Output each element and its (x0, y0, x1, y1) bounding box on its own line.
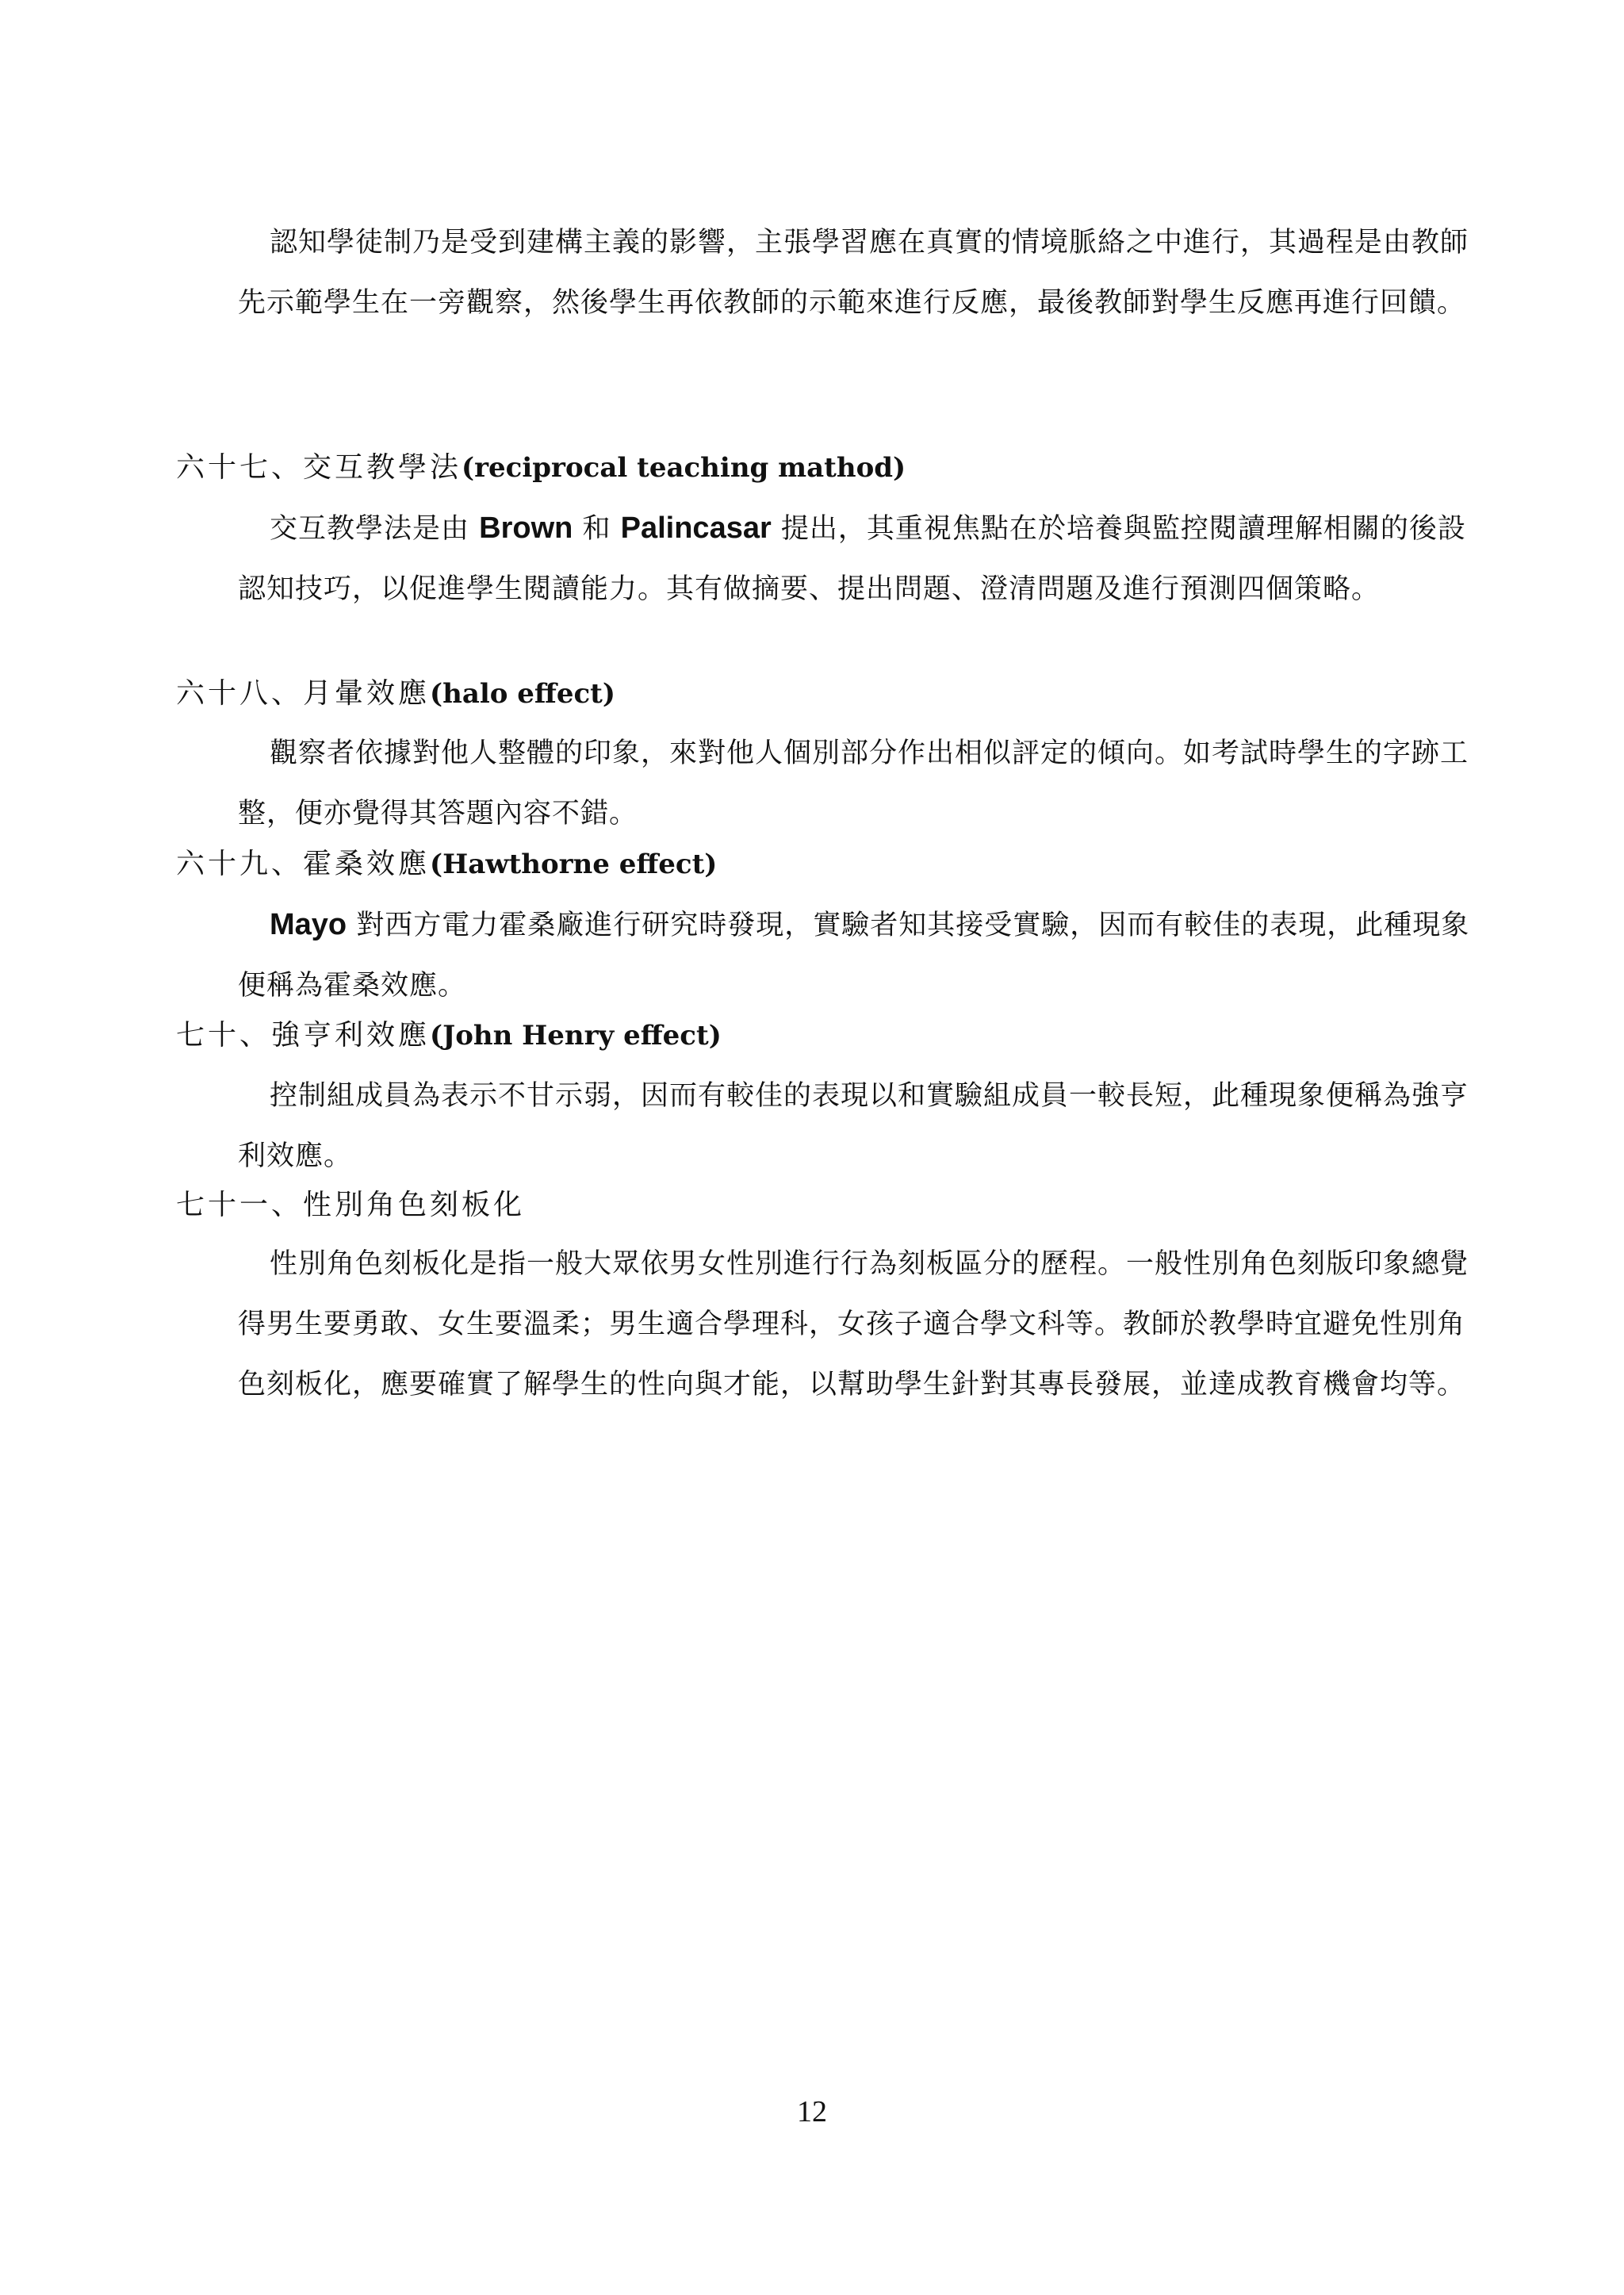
section-body-71: 性別角色刻板化是指一般大眾依男女性別進行行為刻板區分的歷程。一般性別角色刻版印象總覺得男生要勇敢、女生要溫柔；男生適合學理科，女孩子適合學文科等。教師於教學時宜避免性別角色刻板化，應要確實了解學生的性向與才能，以幫助學生針對其專長發展，並達成教育機會均等。 (238, 1248, 1469, 1400)
intro-paragraph: 認知學徒制乃是受到建構主義的影響，主張學習應在真實的情境脈絡之中進行，其過程是由教師先示範學生在一旁觀察，然後學生再依教師的示範來進行反應，最後教師對學生反應再進行回饋。 (238, 227, 1469, 319)
author-palincasar: Palincasar (620, 511, 772, 545)
section-body-68: 觀察者依據對他人整體的印象，來對他人個別部分作出相似評定的傾向。如考試時學生的字跡工整，便亦覺得其答題內容不錯。 (238, 738, 1469, 829)
section-body-70: 控制組成員為表示不甘示弱，因而有較佳的表現以和實驗組成員一較長短，此種現象便稱為強亨利效應。 (238, 1080, 1469, 1172)
section-heading-68 (176, 670, 1492, 718)
section-heading-69 (176, 841, 1492, 888)
section-body-67-part-1: 交互教學法是由 (270, 513, 480, 545)
section-heading-69-zh: 六十九、霍桑效應 (176, 848, 431, 880)
section-heading-67-zh: 六十七、交互教學法 (176, 451, 462, 484)
section-heading-67-en: (reciprocal teaching mathod) (462, 452, 906, 484)
author-mayo: Mayo (270, 908, 347, 941)
page-number: 12 (797, 2095, 827, 2128)
section-body-69 (238, 895, 1491, 1016)
section-heading-68-zh: 六十八、月暈效應 (176, 677, 431, 710)
section-body-67-part-3: 和 (573, 513, 621, 545)
section-heading-70-zh: 七十、強亨利效應 (176, 1019, 431, 1052)
section-body-69-part-2: 對西方電力霍桑廠進行研究時發現，實驗者知其接受實驗，因而有較佳的表現，此種現象便稱為霍桑效應。 (238, 910, 1470, 1002)
section-heading-68-en: (halo effect) (430, 678, 615, 710)
section-heading-71 (176, 1182, 1492, 1229)
section-body-67 (238, 498, 1491, 619)
author-brown: Brown (479, 511, 573, 545)
section-body-67-part-5: 提出，其重視焦點在於培養與監控閱讀理解相關的後設認知技巧，以促進學生閱讀能力。其有做摘要、提出問題、澄清問題及進行預測四個策略。 (238, 513, 1466, 605)
section-heading-69-en: (Hawthorne effect) (430, 849, 718, 880)
section-heading-70 (176, 1012, 1492, 1059)
section-heading-70-en: (John Henry effect) (430, 1020, 722, 1052)
section-heading-71-zh: 七十一、性別角色刻板化 (176, 1189, 526, 1221)
section-heading-67 (176, 444, 1492, 492)
